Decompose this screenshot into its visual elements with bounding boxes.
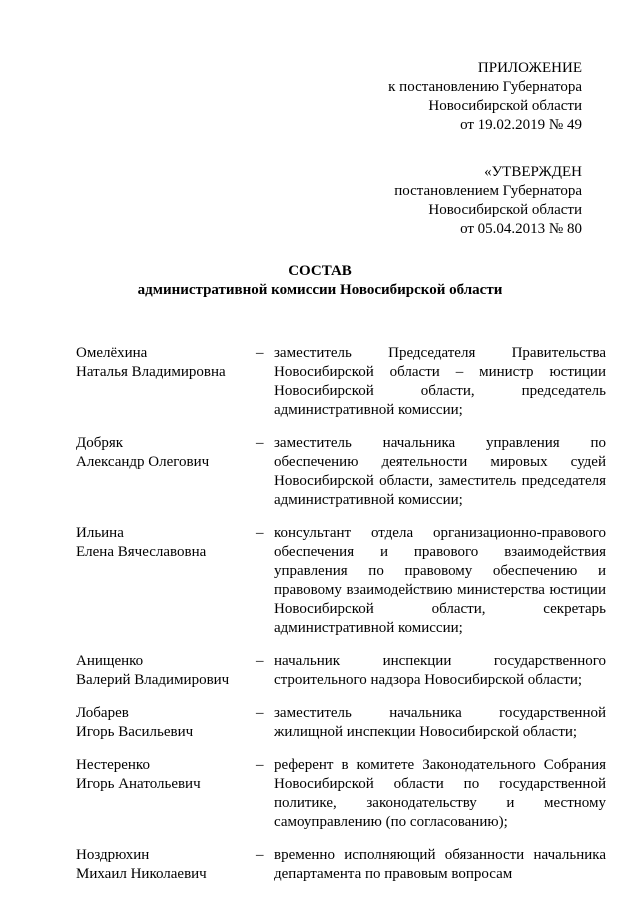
member-role: временно исполняющий обязанности начальника департамента по правовым вопросам <box>274 847 606 882</box>
approved-region: Новосибирской области <box>428 202 582 218</box>
member-given-name: Игорь Анатольевич <box>76 776 201 792</box>
list-item <box>76 344 606 420</box>
member-surname: Омелёхина <box>76 345 148 361</box>
member-role: консультант отдела организационно-правового обеспечения и правового взаимодействия управления по правовому обеспечению и правовому взаимодействию министерства юстиции Новосибирской области, секретарь административной комиссии; <box>274 525 606 636</box>
member-surname: Ноздрюхин <box>76 847 150 863</box>
dash-separator: – <box>256 435 264 451</box>
document-title <box>0 262 640 300</box>
member-given-name: Михаил Николаевич <box>76 866 207 882</box>
member-surname: Анищенко <box>76 653 144 669</box>
appendix-header <box>388 59 582 135</box>
appendix-date: от 19.02.2019 № 49 <box>460 117 582 133</box>
member-role: заместитель Председателя Правительства Новосибирской области – министр юстиции Новосибирской области, председатель административной комиссии; <box>274 345 606 418</box>
member-name <box>76 704 251 742</box>
dash-separator: – <box>256 847 264 863</box>
list-item <box>76 434 606 510</box>
member-role: заместитель начальника государственной жилищной инспекции Новосибирской области; <box>274 705 606 740</box>
list-item <box>76 652 606 690</box>
approved-label: «УТВЕРЖДЕН <box>484 164 582 180</box>
list-item <box>76 756 606 832</box>
appendix-region: Новосибирской области <box>428 98 582 114</box>
approved-resolution: постановлением Губернатора <box>394 183 582 199</box>
member-role: заместитель начальника управления по обеспечению деятельности мировых судей Новосибирской области, заместитель председателя административной комиссии; <box>274 435 606 508</box>
dash-separator: – <box>256 345 264 361</box>
member-name <box>76 434 251 472</box>
member-role: референт в комитете Законодательного Собрания Новосибирской области по государственной политике, законодательству и местному самоуправлению (по согласованию); <box>274 757 606 830</box>
member-given-name: Валерий Владимирович <box>76 672 230 688</box>
member-given-name: Игорь Васильевич <box>76 724 194 740</box>
member-surname: Лобарев <box>76 705 129 721</box>
title-main: СОСТАВ <box>288 263 352 279</box>
member-name <box>76 524 251 562</box>
dash-separator: – <box>256 525 264 541</box>
member-role: начальник инспекции государственного строительного надзора Новосибирской области; <box>274 653 606 688</box>
list-item <box>76 846 606 884</box>
title-sub: административной комиссии Новосибирской области <box>137 282 503 298</box>
member-surname: Ильина <box>76 525 124 541</box>
member-name <box>76 652 251 690</box>
dash-separator: – <box>256 653 264 669</box>
member-given-name: Елена Вячеславовна <box>76 544 207 560</box>
dash-separator: – <box>256 705 264 721</box>
dash-separator: – <box>256 757 264 773</box>
list-item <box>76 704 606 742</box>
members-list <box>76 344 606 898</box>
approved-date: от 05.04.2013 № 80 <box>460 221 582 237</box>
appendix-resolution: к постановлению Губернатора <box>388 79 582 95</box>
appendix-label: ПРИЛОЖЕНИЕ <box>477 60 582 76</box>
approved-header <box>394 163 582 239</box>
member-given-name: Александр Олегович <box>76 454 210 470</box>
member-given-name: Наталья Владимировна <box>76 364 226 380</box>
list-item <box>76 524 606 638</box>
member-surname: Нестеренко <box>76 757 150 773</box>
member-surname: Добряк <box>76 435 124 451</box>
member-name <box>76 344 251 382</box>
member-name <box>76 846 251 884</box>
member-name <box>76 756 251 794</box>
